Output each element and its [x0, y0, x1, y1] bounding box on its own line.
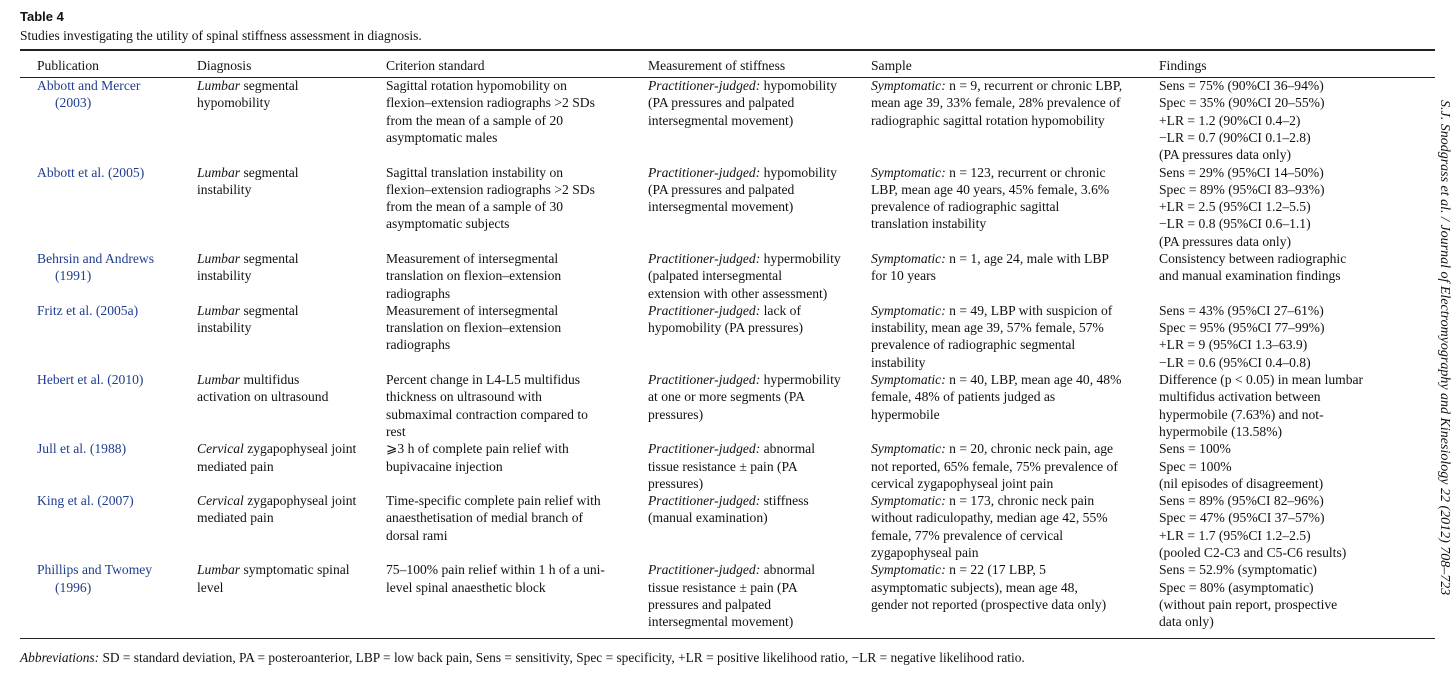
- cell-criterion-standard-line: radiographs: [386, 337, 451, 353]
- cell-sample-line: [871, 302, 1159, 319]
- cell-text: n = 123, recurrent or chronic: [945, 164, 1106, 180]
- cell-sample-line: [871, 561, 1159, 578]
- publication-text[interactable]: Hebert et al. (2010): [37, 372, 144, 388]
- cell-text: not reported, 65% female, 75% prevalence of: [871, 458, 1118, 474]
- cell-findings-line: (pooled C2-C3 and C5-C6 results): [1159, 545, 1347, 561]
- cell-findings-line: Spec = 35% (90%CI 20–55%): [1159, 95, 1325, 111]
- cell-text: n = 49, LBP with suspicion of: [945, 302, 1113, 318]
- abbreviations-footnote: [20, 650, 1025, 666]
- cell-sample-line: [871, 181, 1159, 198]
- cell-findings-line: −LR = 0.7 (90%CI 0.1–2.8): [1159, 129, 1311, 145]
- cell-criterion-standard: [386, 250, 648, 302]
- cell-diagnosis-line: [197, 509, 387, 526]
- cell-sample-line: [871, 371, 1159, 388]
- cell-sample-line: [871, 596, 1159, 613]
- cell-sample-line: [871, 458, 1159, 475]
- cell-sample-line: [871, 544, 1159, 561]
- cell-findings-line: +LR = 1.2 (90%CI 0.4–2): [1159, 112, 1301, 128]
- studies-table: [20, 52, 1435, 631]
- cell-text: tissue resistance ± pain (PA: [648, 579, 798, 595]
- cell-criterion-standard-line: thickness on ultrasound with: [386, 389, 542, 405]
- cell-sample-line: [871, 319, 1159, 336]
- cell-criterion-standard: [386, 492, 648, 544]
- cell-text: tissue resistance ± pain (PA: [648, 458, 798, 474]
- cell-sample-line: [871, 579, 1159, 596]
- cell-text: n = 9, recurrent or chronic LBP,: [945, 78, 1123, 93]
- cell-text: symptomatic spinal: [240, 562, 350, 578]
- cell-text: prevalence of radiographic segmental: [871, 337, 1076, 353]
- cell-findings-line: Sens = 52.9% (symptomatic): [1159, 562, 1317, 578]
- cell-sample: [871, 302, 1159, 371]
- cell-diagnosis: [197, 77, 387, 112]
- cell-diagnosis-line: [197, 388, 387, 405]
- italic-term: Lumbar: [197, 562, 241, 578]
- italic-term: Symptomatic:: [871, 302, 946, 318]
- cell-sample: [871, 77, 1159, 129]
- cell-findings-line: Sens = 75% (90%CI 36–94%): [1159, 78, 1324, 93]
- cell-measurement-line: [648, 319, 872, 336]
- cell-criterion-standard-line: radiographs: [386, 285, 451, 301]
- cell-findings-line: (PA pressures data only): [1159, 233, 1292, 249]
- cell-sample: [871, 164, 1159, 233]
- cell-criterion-standard-line: Time-specific complete pain relief with: [386, 493, 601, 509]
- cell-publication[interactable]: [37, 371, 197, 388]
- cell-text: n = 173, chronic neck pain: [945, 493, 1095, 509]
- cell-findings-line: Spec = 80% (asymptomatic): [1159, 579, 1314, 595]
- cell-text: intersegmental movement): [648, 199, 794, 215]
- italic-term: Symptomatic:: [871, 562, 946, 578]
- table-label: Table 4: [20, 9, 64, 24]
- italic-term: Practitioner-judged:: [648, 164, 761, 180]
- cell-text: zygapophyseal pain: [871, 545, 979, 561]
- cell-text: (PA pressures and palpated: [648, 95, 795, 111]
- cell-text: hypermobile: [871, 406, 940, 422]
- cell-measurement-line: [648, 371, 872, 388]
- cell-sample-line: [871, 164, 1159, 181]
- cell-diagnosis: [197, 302, 387, 337]
- top-rule: [20, 49, 1435, 51]
- table-caption: Studies investigating the utility of spinal stiffness assessment in diagnosis.: [20, 28, 422, 43]
- cell-findings-line: +LR = 9 (95%CI 1.3–63.9): [1159, 337, 1308, 353]
- italic-term: Practitioner-judged:: [648, 562, 761, 578]
- cell-measurement: [648, 164, 872, 216]
- header-rule: [20, 77, 1435, 78]
- cell-sample-line: [871, 509, 1159, 526]
- cell-diagnosis-line: [197, 579, 387, 596]
- publication-text[interactable]: Abbott et al. (2005): [37, 164, 145, 180]
- italic-term: Lumbar: [197, 372, 241, 388]
- cell-findings-line: multifidus activation between: [1159, 389, 1321, 405]
- cell-measurement-line: [648, 475, 872, 492]
- cell-diagnosis-line: [197, 94, 387, 111]
- italic-term: Symptomatic:: [871, 164, 946, 180]
- header-publication: Publication: [37, 58, 99, 73]
- cell-measurement-line: [648, 250, 872, 267]
- cell-text: n = 40, LBP, mean age 40, 48%: [945, 372, 1122, 388]
- cell-sample-line: [871, 250, 1159, 267]
- cell-criterion-standard-line: Sagittal translation instability on: [386, 164, 564, 180]
- cell-measurement-line: [648, 388, 872, 405]
- cell-diagnosis-line: [197, 267, 387, 284]
- cell-findings-line: Sens = 43% (95%CI 27–61%): [1159, 302, 1324, 318]
- table-row: [20, 371, 1435, 440]
- cell-measurement-line: [648, 94, 872, 111]
- cell-criterion-standard: [386, 302, 648, 354]
- header-findings: Findings: [1159, 58, 1207, 73]
- cell-text: instability, mean age 39, 57% female, 57%: [871, 320, 1104, 336]
- cell-findings: [1159, 440, 1435, 492]
- cell-measurement-line: [648, 406, 872, 423]
- cell-sample-line: [871, 267, 1159, 284]
- cell-measurement-line: [648, 613, 872, 630]
- cell-findings: [1159, 164, 1435, 250]
- cell-publication[interactable]: [37, 250, 197, 285]
- cell-sample-line: [871, 354, 1159, 371]
- cell-findings: [1159, 492, 1435, 561]
- cell-findings-line: Spec = 89% (95%CI 83–93%): [1159, 181, 1325, 197]
- italic-term: Lumbar: [197, 164, 241, 180]
- cell-measurement: [648, 492, 872, 527]
- cell-text: extension with other assessment): [648, 285, 828, 301]
- cell-measurement: [648, 440, 872, 492]
- cell-text: female, 77% prevalence of cervical: [871, 527, 1064, 543]
- cell-findings-line: Spec = 100%: [1159, 458, 1232, 474]
- cell-findings-line: −LR = 0.8 (95%CI 0.6–1.1): [1159, 216, 1311, 232]
- cell-text: (PA pressures and palpated: [648, 181, 795, 197]
- cell-text: intersegmental movement): [648, 614, 794, 630]
- cell-diagnosis-line: [197, 492, 387, 509]
- cell-diagnosis-line: [197, 440, 387, 457]
- cell-diagnosis: [197, 250, 387, 285]
- publication-text[interactable]: Phillips and Twomey: [37, 562, 153, 578]
- cell-sample-line: [871, 336, 1159, 353]
- cell-diagnosis: [197, 440, 387, 475]
- cell-text: LBP, mean age 40 years, 45% female, 3.6%: [871, 181, 1110, 197]
- cell-criterion-standard: [386, 440, 648, 475]
- cell-text: radiographic sagittal rotation hypomobility: [871, 112, 1105, 128]
- cell-criterion-standard-line: from the mean of a sample of 30: [386, 199, 564, 215]
- cell-criterion-standard: [386, 77, 648, 146]
- cell-criterion-standard-line: Sagittal rotation hypomobility on: [386, 78, 567, 93]
- cell-diagnosis-line: [197, 302, 387, 319]
- table-row: [20, 77, 1435, 164]
- italic-term: Practitioner-judged:: [648, 441, 761, 457]
- cell-criterion-standard-line: rest: [386, 423, 406, 439]
- cell-findings: [1159, 302, 1435, 371]
- italic-term: Lumbar: [197, 78, 241, 93]
- cell-text: without radiculopathy, median age 42, 55%: [871, 510, 1108, 526]
- cell-criterion-standard-line: Percent change in L4-L5 multifidus: [386, 372, 581, 388]
- cell-sample: [871, 561, 1159, 613]
- cell-findings-line: Spec = 95% (95%CI 77–99%): [1159, 320, 1325, 336]
- cell-text: instability: [197, 268, 252, 284]
- cell-diagnosis-line: [197, 371, 387, 388]
- cell-findings-line: Difference (p < 0.05) in mean lumbar: [1159, 372, 1364, 388]
- cell-findings: [1159, 561, 1435, 630]
- cell-measurement-line: [648, 164, 872, 181]
- cell-text: (palpated intersegmental: [648, 268, 782, 284]
- cell-measurement-line: [648, 285, 872, 302]
- cell-diagnosis: [197, 371, 387, 406]
- publication-text[interactable]: (2003): [55, 95, 92, 111]
- cell-diagnosis-line: [197, 164, 387, 181]
- cell-sample-line: [871, 215, 1159, 232]
- cell-findings-line: hypermobile (13.58%): [1159, 423, 1283, 439]
- cell-sample: [871, 250, 1159, 285]
- italic-term: Practitioner-judged:: [648, 78, 761, 93]
- publication-text[interactable]: Abbott and Mercer: [37, 78, 141, 93]
- cell-text: pressures): [648, 475, 704, 491]
- cell-findings-line: Spec = 47% (95%CI 37–57%): [1159, 510, 1325, 526]
- cell-text: segmental: [240, 302, 299, 318]
- cell-criterion-standard: [386, 561, 648, 596]
- cell-publication[interactable]: [37, 561, 197, 596]
- cell-findings-line: (nil episodes of disagreement): [1159, 475, 1324, 491]
- cell-measurement: [648, 371, 872, 423]
- cell-text: mediated pain: [197, 458, 274, 474]
- cell-publication[interactable]: [37, 302, 197, 319]
- cell-text: lack of: [760, 302, 801, 318]
- cell-text: mediated pain: [197, 510, 274, 526]
- cell-sample-line: [871, 388, 1159, 405]
- cell-findings-line: Sens = 29% (95%CI 14–50%): [1159, 164, 1324, 180]
- cell-text: zygapophyseal joint: [243, 493, 357, 509]
- cell-measurement-line: [648, 77, 872, 94]
- cell-findings-line: Consistency between radiographic: [1159, 251, 1347, 266]
- publication-text[interactable]: (1991): [55, 268, 92, 284]
- cell-publication[interactable]: [37, 77, 197, 112]
- cell-text: segmental: [240, 78, 299, 93]
- cell-sample-line: [871, 198, 1159, 215]
- cell-sample-line: [871, 112, 1159, 129]
- cell-publication[interactable]: [37, 492, 197, 509]
- cell-criterion-standard-line: asymptomatic subjects: [386, 216, 510, 232]
- cell-text: instability: [871, 354, 926, 370]
- cell-criterion-standard-line: asymptomatic males: [386, 129, 498, 145]
- cell-findings-line: Sens = 89% (95%CI 82–96%): [1159, 493, 1324, 509]
- table-row: [20, 440, 1435, 492]
- publication-text[interactable]: (1996): [55, 579, 92, 595]
- cell-text: asymptomatic subjects), mean age 48,: [871, 579, 1078, 595]
- cell-text: translation instability: [871, 216, 987, 232]
- cell-criterion-standard-line: level spinal anaesthetic block: [386, 579, 546, 595]
- table-header-row: [20, 52, 1435, 77]
- italic-term: Symptomatic:: [871, 493, 946, 509]
- cell-text: at one or more segments (PA: [648, 389, 805, 405]
- cell-measurement: [648, 302, 872, 337]
- cell-diagnosis-line: [197, 77, 387, 94]
- italic-term: Cervical: [197, 493, 244, 509]
- publication-text[interactable]: Behrsin and Andrews: [37, 251, 155, 266]
- cell-text: zygapophyseal joint: [243, 441, 357, 457]
- cell-measurement-line: [648, 509, 872, 526]
- header-sample: Sample: [871, 58, 912, 73]
- cell-text: gender not reported (prospective data only): [871, 596, 1107, 612]
- cell-criterion-standard: [386, 371, 648, 440]
- cell-measurement-line: [648, 492, 872, 509]
- cell-sample-line: [871, 406, 1159, 423]
- italic-term: Lumbar: [197, 302, 241, 318]
- table-row: [20, 164, 1435, 251]
- cell-findings: [1159, 250, 1435, 285]
- cell-text: segmental: [240, 251, 299, 266]
- cell-text: instability: [197, 320, 252, 336]
- cell-text: pressures): [648, 406, 704, 422]
- table-row: [20, 250, 1435, 302]
- cell-measurement-line: [648, 198, 872, 215]
- journal-running-head: S.J. Snodgrass et al. / Journal of Electromyography and Kinesiology 22 (2012) 708–723: [1437, 100, 1452, 596]
- cell-publication[interactable]: [37, 164, 197, 181]
- cell-sample-line: [871, 475, 1159, 492]
- cell-findings: [1159, 77, 1435, 163]
- italic-term: Lumbar: [197, 251, 241, 266]
- cell-text: hypermobility: [760, 251, 841, 266]
- cell-measurement-line: [648, 112, 872, 129]
- publication-text[interactable]: Jull et al. (1988): [37, 441, 127, 457]
- table-body: [20, 77, 1435, 631]
- cell-findings-line: −LR = 0.6 (95%CI 0.4–0.8): [1159, 354, 1311, 370]
- cell-text: abnormal: [760, 441, 815, 457]
- cell-criterion-standard-line: from the mean of a sample of 20: [386, 112, 564, 128]
- cell-sample-line: [871, 492, 1159, 509]
- cell-criterion-standard: [386, 164, 648, 233]
- cell-measurement: [648, 77, 872, 129]
- italic-term: Practitioner-judged:: [648, 302, 761, 318]
- cell-text: intersegmental movement): [648, 112, 794, 128]
- cell-criterion-standard-line: 75–100% pain relief within 1 h of a uni-: [386, 562, 605, 578]
- cell-text: prevalence of radiographic sagittal: [871, 199, 1060, 215]
- cell-findings-line: Sens = 100%: [1159, 441, 1231, 457]
- cell-measurement: [648, 561, 872, 630]
- cell-findings-line: +LR = 1.7 (95%CI 1.2–2.5): [1159, 527, 1311, 543]
- cell-text: hypomobility: [760, 164, 837, 180]
- cell-diagnosis-line: [197, 181, 387, 198]
- cell-criterion-standard-line: anaesthetisation of medial branch of: [386, 510, 584, 526]
- cell-findings-line: and manual examination findings: [1159, 268, 1341, 284]
- cell-text: hypomobility (PA pressures): [648, 320, 804, 336]
- cell-text: n = 1, age 24, male with LBP: [945, 251, 1109, 266]
- cell-text: multifidus: [240, 372, 300, 388]
- cell-criterion-standard-line: translation on flexion–extension: [386, 320, 562, 336]
- cell-sample-line: [871, 440, 1159, 457]
- italic-term: Practitioner-judged:: [648, 372, 761, 388]
- cell-criterion-standard-line: bupivacaine injection: [386, 458, 503, 474]
- italic-term: Symptomatic:: [871, 372, 946, 388]
- cell-measurement-line: [648, 302, 872, 319]
- cell-text: instability: [197, 181, 252, 197]
- footnote-label: Abbreviations:: [20, 650, 100, 665]
- italic-term: Cervical: [197, 441, 244, 457]
- cell-text: hypomobility: [197, 95, 271, 111]
- italic-term: Symptomatic:: [871, 251, 946, 266]
- cell-criterion-standard-line: translation on flexion–extension: [386, 268, 562, 284]
- cell-text: stiffness: [760, 493, 809, 509]
- cell-sample: [871, 440, 1159, 492]
- cell-text: (manual examination): [648, 510, 768, 526]
- cell-text: n = 22 (17 LBP, 5: [945, 562, 1046, 578]
- cell-criterion-standard-line: dorsal rami: [386, 527, 448, 543]
- cell-measurement-line: [648, 561, 872, 578]
- header-diagnosis: Diagnosis: [197, 58, 252, 73]
- table-row: [20, 561, 1435, 630]
- cell-measurement-line: [648, 579, 872, 596]
- cell-text: cervical zygapophyseal joint pain: [871, 475, 1054, 491]
- cell-text: activation on ultrasound: [197, 389, 329, 405]
- header-criterion-standard: Criterion standard: [386, 58, 485, 73]
- publication-text[interactable]: King et al. (2007): [37, 493, 134, 509]
- cell-findings-line: +LR = 2.5 (95%CI 1.2–5.5): [1159, 199, 1311, 215]
- italic-term: Practitioner-judged:: [648, 251, 761, 266]
- cell-diagnosis: [197, 561, 387, 596]
- cell-findings-line: (PA pressures data only): [1159, 147, 1292, 163]
- cell-findings: [1159, 371, 1435, 440]
- cell-findings-line: (without pain report, prospective: [1159, 596, 1338, 612]
- cell-diagnosis-line: [197, 250, 387, 267]
- cell-findings-line: data only): [1159, 614, 1214, 630]
- cell-text: hypermobility: [760, 372, 841, 388]
- cell-criterion-standard-line: Measurement of intersegmental: [386, 302, 559, 318]
- cell-sample: [871, 371, 1159, 423]
- cell-measurement-line: [648, 596, 872, 613]
- bottom-rule: [20, 638, 1435, 639]
- cell-text: level: [197, 579, 224, 595]
- cell-measurement-line: [648, 181, 872, 198]
- cell-sample: [871, 492, 1159, 561]
- cell-measurement-line: [648, 440, 872, 457]
- cell-diagnosis: [197, 492, 387, 527]
- cell-text: n = 20, chronic neck pain, age: [945, 441, 1114, 457]
- cell-text: segmental: [240, 164, 299, 180]
- table-row: [20, 492, 1435, 561]
- italic-term: Symptomatic:: [871, 78, 946, 93]
- cell-text: mean age 39, 33% female, 28% prevalence of: [871, 95, 1121, 111]
- cell-criterion-standard-line: Measurement of intersegmental: [386, 251, 559, 266]
- publication-text[interactable]: Fritz et al. (2005a): [37, 302, 139, 318]
- cell-measurement-line: [648, 267, 872, 284]
- cell-measurement-line: [648, 458, 872, 475]
- italic-term: Symptomatic:: [871, 441, 946, 457]
- italic-term: Practitioner-judged:: [648, 493, 761, 509]
- table-row: [20, 302, 1435, 371]
- cell-text: hypomobility: [760, 78, 837, 93]
- cell-sample-line: [871, 527, 1159, 544]
- cell-measurement: [648, 250, 872, 302]
- cell-sample-line: [871, 77, 1159, 94]
- cell-diagnosis-line: [197, 561, 387, 578]
- cell-text: female, 48% of patients judged as: [871, 389, 1056, 405]
- cell-diagnosis: [197, 164, 387, 199]
- cell-text: abnormal: [760, 562, 815, 578]
- cell-criterion-standard-line: flexion–extension radiographs >2 SDs: [386, 95, 595, 111]
- cell-criterion-standard-line: submaximal contraction compared to: [386, 406, 588, 422]
- cell-criterion-standard-line: ⩾3 h of complete pain relief with: [386, 441, 569, 457]
- cell-text: pressures and palpated: [648, 596, 772, 612]
- footnote-text: SD = standard deviation, PA = posteroanterior, LBP = low back pain, Sens = sensitivity, Spec = specificity, +LR = positive likelihood ratio, −LR = negative likelihood ratio.: [99, 650, 1025, 665]
- cell-sample-line: [871, 94, 1159, 111]
- cell-diagnosis-line: [197, 458, 387, 475]
- header-measurement: Measurement of stiffness: [648, 58, 786, 73]
- cell-text: for 10 years: [871, 268, 936, 284]
- cell-findings-line: hypermobile (7.63%) and not-: [1159, 406, 1324, 422]
- cell-criterion-standard-line: flexion–extension radiographs >2 SDs: [386, 181, 595, 197]
- cell-publication[interactable]: [37, 440, 197, 457]
- cell-diagnosis-line: [197, 319, 387, 336]
